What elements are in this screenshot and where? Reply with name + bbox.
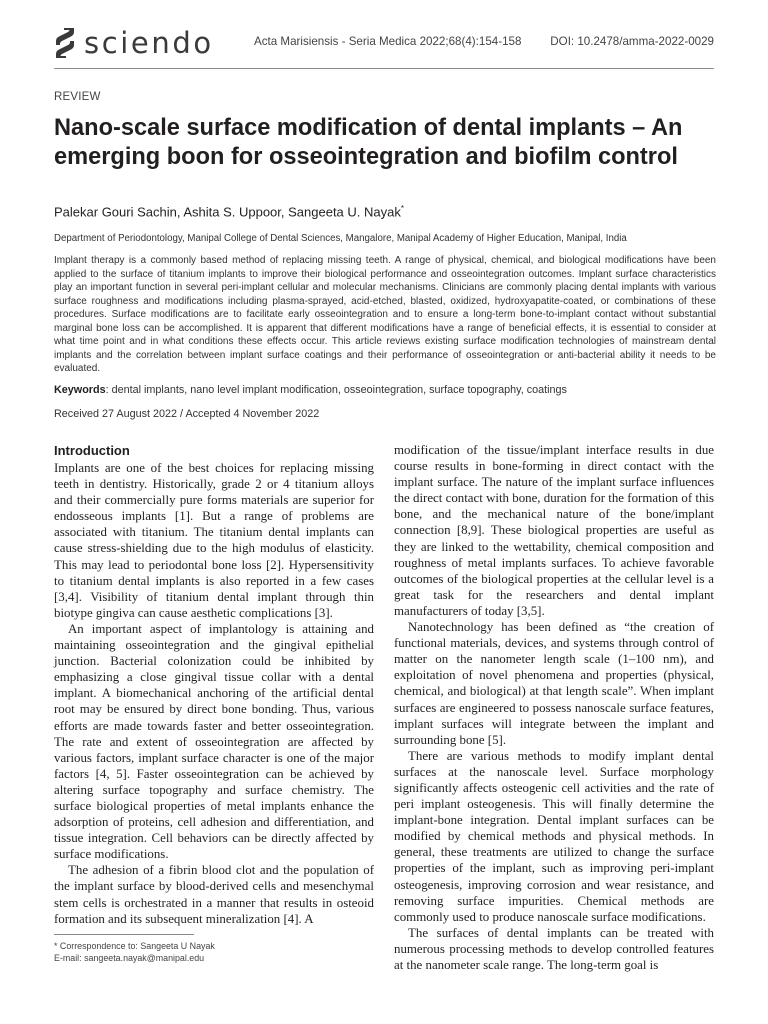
received-dates: Received 27 August 2022 / Accepted 4 November 2022: [54, 408, 320, 420]
article-title: Nano-scale surface modification of dental implants – An emerging boon for osseointegration and biofilm control: [54, 115, 683, 170]
footnote: [54, 940, 215, 964]
correspondence-mark: *: [400, 204, 404, 213]
paragraph: There are various methods to modify implant dental surfaces at the nanoscale level. Surface morphology significantly affects osteogenic cell activities and the rate of peri implant osteogenesis. This will finally determine the implant-bone integration. Dental implant surfaces can be modified by chemical methods and physical methods. In general, these treatments are utilized to change the surface properties of the implant, such as improving peri-implant osteogenesis, improving corrosion and wear resistance, and removing surface impurities. Chemical methods are commonly used to produce nanoscale surface modifications.: [394, 748, 714, 924]
logo-text: sciendo: [84, 26, 214, 60]
publisher-logo: [54, 26, 214, 60]
section-label: REVIEW: [54, 91, 101, 103]
abstract: Implant therapy is a commonly based method of replacing missing teeth. A range of physical, chemical, and biological modifications have been applied to the surface of titanium implants to improve their biological performance and osseointegration outcomes. Implant surface characteristics play an important function in several peri-implant cellular and molecular mechanisms. Clinicians are commonly placing dental implants with various surface roughness and modifications including plasma-sprayed, acid-etched, blasted, oxidized, hydroxyapatite-coated, or combinations of these procedures. Surface modifications are to facilitate early osseointegration and to ensure a long-term bone-to-implant contact without substantial marginal bone loss can be accomplished. It is apparent that different modifications have a range of beneficial effects, it is essential to consider at what time point and in what conditions these effects occur. This article reviews existing surface modification technologies of mainstream dental implants and the correlation between implant surface coatings and their performance of osseointegration or anti-bacterial ability it needs to be evaluated.: [54, 255, 716, 375]
paragraph: Implants are one of the best choices for replacing missing teeth in dentistry. Historically, grade 2 or 4 titanium alloys and their commercially pure forms materials are superior for endosseous implants [1]. But a range of problems are associated with titanium. The titanium dental implants can cause stress-shielding due to the high modulus of elasticity. This may lead to periodontal bone loss [2]. Hypersensitivity to titanium dental implants is also reported in a few cases [3,4]. Visibility of titanium dental implant through thin biotype gingiva can cause aesthetic complications [3].: [54, 461, 374, 620]
email-address[interactable]: E-mail: sangeeta.nayak@manipal.edu: [54, 953, 205, 963]
section-heading-introduction: Introduction: [54, 443, 130, 458]
footnote-divider: [54, 934, 194, 935]
keywords-text: : dental implants, nano level implant modification, osseointegration, surface topography, coatings: [105, 384, 567, 396]
affiliation: Department of Periodontology, Manipal College of Dental Sciences, Mangalore, Manipal Academy of Higher Education, Manipal, India: [54, 233, 627, 244]
header-divider: [54, 68, 714, 69]
keywords: [54, 384, 714, 396]
body-column-right: [394, 442, 714, 973]
paragraph: An important aspect of implantology is attaining and maintaining osseointegration and the gingival epithelial junction. Bacterial colonization could be inhibited by emphasizing a close gingival tissue collar with a dental implant. A biomechanical anchoring of the artificial dental root may be ensured by direct bone bonding. Thus, various efforts are made towards faster and better osseointegration. The rate and extent of osseointegration are affected by various factors, implant surface character is one of the major factors [4, 5]. Faster osseointegration can be achieved by altering surface topography and surface chemistry. The surface biological properties of metal implants enhance the adsorption of proteins, cell adhesion and differentiation, and tissue integration. Cell behaviors can be directly affected by surface modifications.: [54, 621, 374, 862]
author-list: [54, 204, 404, 219]
correspondence-note: * Correspondence to: Sangeeta U Nayak: [54, 941, 215, 951]
body-column-left: [54, 442, 374, 927]
sciendo-logo-icon: [54, 27, 76, 59]
paragraph: The adhesion of a fibrin blood clot and the population of the implant surface by blood-derived cells and mesenchymal stem cells is orchestrated in a manner that results in osteoid formation and its subsequent mineralization [4]. A: [54, 863, 374, 926]
authors-text: Palekar Gouri Sachin, Ashita S. Uppoor, Sangeeta U. Nayak: [54, 204, 401, 220]
keywords-label: Keywords: [54, 384, 106, 396]
page-header: [54, 24, 714, 68]
paragraph: The surfaces of dental implants can be treated with numerous processing methods to develop controlled features at the nanometer scale range. The long-term goal is: [394, 925, 714, 972]
journal-citation: Acta Marisiensis - Seria Medica 2022;68(4):154-158: [254, 35, 522, 48]
doi-label[interactable]: DOI: 10.2478/amma-2022-0029: [550, 35, 714, 48]
paragraph: modification of the tissue/implant interface results in due course results in bone-forming in direct contact with the implant surface. The nature of the implant surface influences the direct contact with bone, duration for the formation of this bone, and the mechanical nature of the bone/implant connection [8,9]. These biological properties are useful as they are linked to the wettability, chemical composition and roughness of metal implants surfaces. To achieve favorable outcomes of the biological properties at the cellular level is a great task for the researchers and dental implant manufacturers of today [3,5].: [394, 443, 714, 618]
paragraph: Nanotechnology has been defined as “the creation of functional materials, devices, and systems through control of matter on the nanometer length scale (1–100 nm), and exploitation of novel phenomena and properties (physical, chemical, and biological) at that length scale”. When implant surfaces are engineered to possess nanoscale surface features, implant surfaces will integrate between the implant and surrounding bone [5].: [394, 620, 714, 747]
